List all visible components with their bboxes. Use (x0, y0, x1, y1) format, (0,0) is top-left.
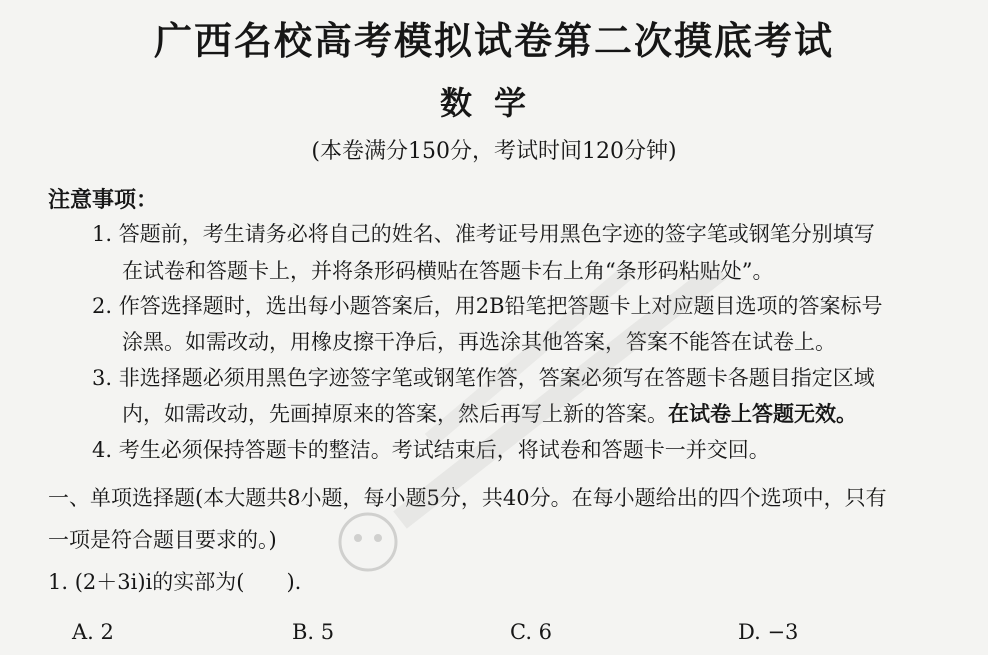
note-1-line-1: 1. 答题前，考生请务必将自己的姓名、准考证号用黑色字迹的签字笔或钢笔分别填写 (92, 222, 875, 246)
question-1-option-d: D. −3 (738, 620, 799, 644)
chat-bubble-mark (340, 514, 396, 570)
subject-title: 数学 (439, 84, 548, 122)
section-1-heading: 一、单项选择题(本大题共8小题，每小题5分，共40分。在每小题给出的四个选项中，只有 (48, 486, 887, 510)
note-3-line-2-text: 内，如需改动，先画掉原来的答案，然后再写上新的答案。 (122, 402, 668, 426)
note-4-line-1: 4. 考生必须保持答题卡的整洁。考试结束后，将试卷和答题卡一并交回。 (92, 438, 770, 462)
exam-info: (本卷满分150分，考试时间120分钟) (311, 139, 677, 164)
question-1-stem: 1. (2＋3i)i的实部为( ). (48, 570, 302, 594)
section-1-heading-cont: 一项是符合题目要求的。) (48, 528, 277, 552)
question-1-option-c: C. 6 (510, 620, 553, 644)
note-2-line-1: 2. 作答选择题时，选出每小题答案后，用2B铅笔把答题卡上对应题目选项的答案标号 (92, 294, 883, 318)
note-1-line-2: 在试卷和答题卡上，并将条形码横贴在答题卡右上角“条形码粘贴处”。 (122, 259, 774, 283)
question-1-option-b: B. 5 (292, 620, 335, 644)
notes-heading: 注意事项： (48, 188, 159, 213)
note-3-line-2 (122, 398, 857, 428)
question-1-option-a: A. 2 (72, 620, 114, 644)
no-answer-on-paper-warning: 在试卷上答题无效。 (668, 402, 857, 426)
exam-title: 广西名校高考模拟试卷第二次摸底考试 (153, 19, 834, 63)
note-3-line-1: 3. 非选择题必须用黑色字迹签字笔或钢笔作答，答案必须写在答题卡各题目指定区域 (92, 366, 875, 390)
note-2-line-2: 涂黑。如需改动，用橡皮擦干净后，再选涂其他答案，答案不能答在试卷上。 (122, 330, 836, 354)
